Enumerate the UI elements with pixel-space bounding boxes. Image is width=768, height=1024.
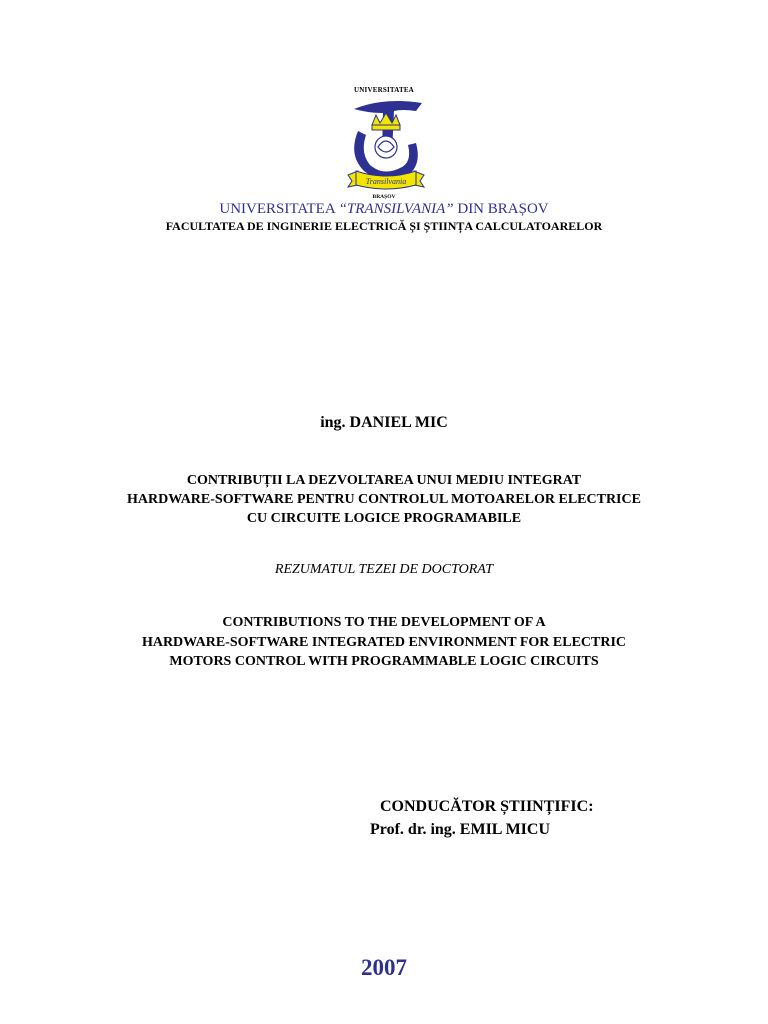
advisor-label: CONDUCĂTOR ȘTIINȚIFIC:	[380, 798, 594, 815]
title-ro-line: CU CIRCUITE LOGICE PROGRAMABILE	[246, 511, 522, 526]
university-highlight: “TRANSILVANIA”	[338, 201, 454, 217]
thesis-title-en	[0, 613, 768, 672]
university-logo	[344, 95, 428, 195]
thesis-title-ro	[0, 471, 768, 528]
title-ro-line: CONTRIBUȚII LA DEZVOLTAREA UNUI MEDIU INTEGRAT	[186, 473, 582, 488]
title-en-line: HARDWARE-SOFTWARE INTEGRATED ENVIRONMENT FOR ELECTRIC	[141, 634, 627, 650]
author-name: ing. DANIEL MIC	[320, 414, 448, 431]
title-ro-line: HARDWARE-SOFTWARE PENTRU CONTROLUL MOTOARELOR ELECTRICE	[127, 492, 641, 507]
logo-bottom-text: BRAȘOV	[372, 194, 396, 200]
faculty-name: FACULTATEA DE INGINERIE ELECTRICĂ ȘI ȘTIINȚA CALCULATOARELOR	[165, 219, 603, 233]
title-en-line: CONTRIBUTIONS TO THE DEVELOPMENT OF A	[222, 615, 546, 630]
title-en-line: MOTORS CONTROL WITH PROGRAMMABLE LOGIC CIRCUITS	[169, 654, 599, 669]
advisor-name: Prof. dr. ing. EMIL MICU	[370, 821, 551, 838]
university-prefix: UNIVERSITATEA	[219, 201, 339, 217]
university-name	[0, 201, 768, 218]
logo-top-text: UNIVERSITATEA	[354, 86, 414, 94]
logo-ribbon-text: Transilvania	[365, 177, 407, 186]
year: 2007	[361, 955, 407, 980]
university-suffix: DIN BRAȘOV	[453, 201, 549, 217]
summary-label: REZUMATUL TEZEI DE DOCTORAT	[274, 562, 494, 577]
